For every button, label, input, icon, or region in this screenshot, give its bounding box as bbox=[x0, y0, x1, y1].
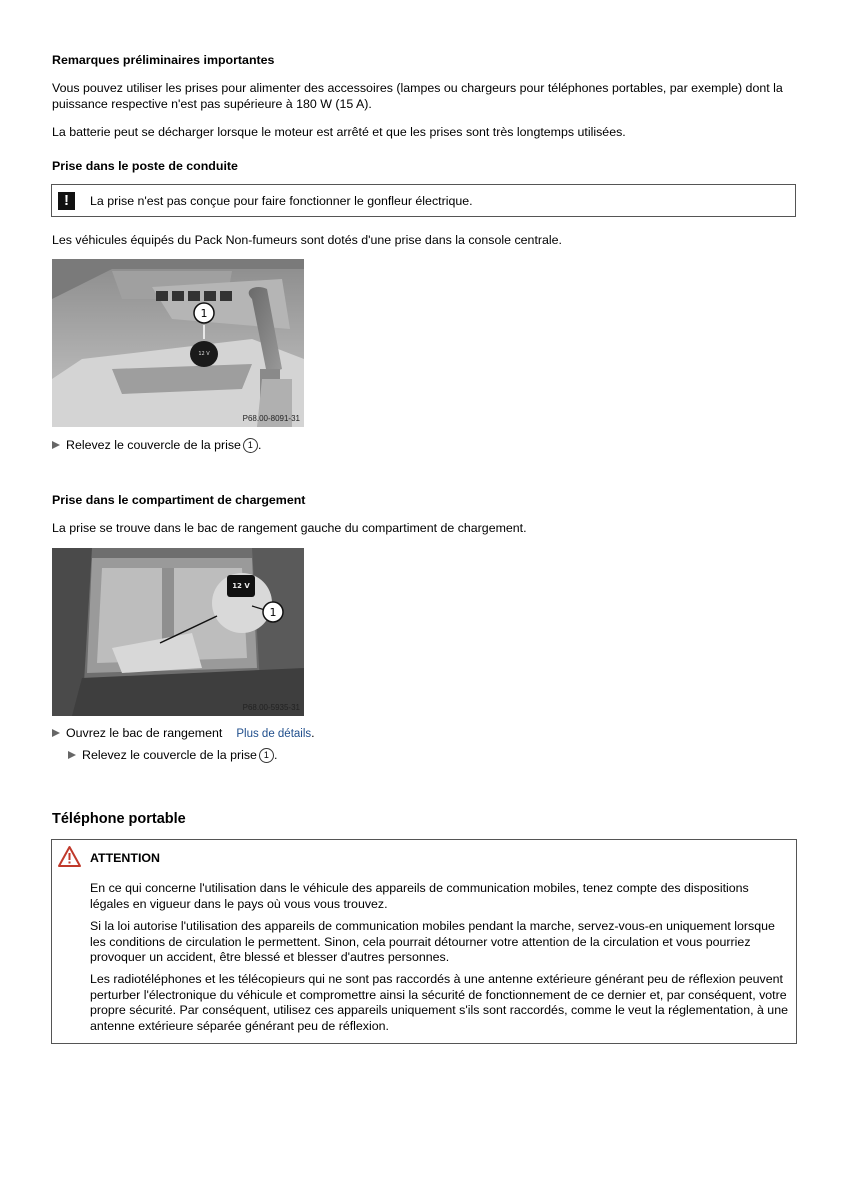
step-text: Relevez le couvercle de la prise bbox=[66, 438, 241, 452]
warning-box bbox=[51, 839, 797, 1044]
callout-1-icon: 1 bbox=[259, 748, 274, 763]
image-callout: 1 bbox=[200, 307, 208, 320]
cargo-socket-image bbox=[52, 548, 304, 716]
step-text: Ouvrez le bac de rangement bbox=[66, 726, 223, 740]
image-caption: P68.00-8091-31 bbox=[242, 413, 300, 423]
step-arrow-icon bbox=[68, 751, 76, 759]
paragraph-non-smoker-pack: Les véhicules équipés du Pack Non-fumeurs sont dotés d'une prise dans la console centrale. bbox=[52, 233, 562, 247]
warning-paragraph-1: En ce qui concerne l'utilisation dans le véhicule des appareils de communication mobiles, tenez compte des dispositions légales en vigueur dans le pays où vous vous trouvez. bbox=[90, 881, 749, 911]
section-title-cargo-socket: Prise dans le compartiment de chargement bbox=[52, 493, 306, 507]
image-callout: 1 bbox=[269, 606, 277, 619]
image-caption: P68.00-5935-31 bbox=[242, 702, 300, 712]
more-details-link[interactable]: Plus de détails bbox=[236, 728, 312, 740]
step-period: . bbox=[257, 438, 262, 452]
step-text: Relevez le couvercle de la prise bbox=[82, 748, 257, 762]
step-cockpit bbox=[52, 438, 261, 454]
paragraph-battery: La batterie peut se décharger lorsque le moteur est arrêté et que les prises sont très longtemps utilisées. bbox=[52, 125, 626, 139]
notice-text: La prise n'est pas conçue pour faire fonctionner le gonfleur électrique. bbox=[90, 194, 473, 208]
socket-label: 12 V bbox=[198, 351, 210, 357]
step-open-storage bbox=[52, 726, 315, 743]
step-period: . bbox=[273, 748, 278, 762]
paragraph-accessories: Vous pouvez utiliser les prises pour alimenter des accessoires (lampes ou chargeurs pour téléphones portables, par exemple) dont la puissance respective n'est pas supérieure à 180 W (15 A). bbox=[52, 81, 783, 111]
warning-label: ATTENTION bbox=[90, 851, 160, 865]
step-arrow-icon bbox=[52, 441, 60, 449]
warning-paragraph-2: Si la loi autorise l'utilisation des appareils de communication mobiles pendant la marche, servez-vous-en uniquement lorsque les conditions de circulation le permettent. Sinon, cela pourrait détourner votre attention de la circulation et vous pourriez provoquer un accident, être blessé et blesser d'autres personnes. bbox=[90, 919, 775, 964]
step-arrow-icon bbox=[52, 729, 60, 737]
callout-1-icon: 1 bbox=[243, 438, 258, 453]
step-lift-cover bbox=[68, 748, 277, 764]
notice-box bbox=[51, 184, 796, 217]
socket-label: 12 V bbox=[232, 582, 250, 590]
center-console-socket-image bbox=[52, 259, 304, 427]
exclamation-icon: ! bbox=[58, 192, 75, 210]
section-title-mobile-phone: Téléphone portable bbox=[52, 811, 186, 827]
step-period: . bbox=[311, 726, 315, 740]
section-title-preliminary: Remarques préliminaires importantes bbox=[52, 53, 275, 67]
paragraph-cargo-location: La prise se trouve dans le bac de rangement gauche du compartiment de chargement. bbox=[52, 521, 527, 535]
warning-triangle-icon bbox=[57, 845, 82, 868]
warning-paragraph-3: Les radiotéléphones et les télécopieurs qui ne sont pas raccordés à une antenne extérieure générant peu de réflexion peuvent perturber l'électronique du véhicule et compromettre ainsi la sécurité de fonctionnement de ce dernier et, par conséquent, votre propre sécurité. Par conséquent, utilisez ces appareils uniquement s'ils sont raccordés, comme le veut la réglementation, à une antenne extérieure séparée générant peu de réflexion. bbox=[90, 972, 788, 1033]
section-title-cockpit-socket: Prise dans le poste de conduite bbox=[52, 159, 238, 173]
